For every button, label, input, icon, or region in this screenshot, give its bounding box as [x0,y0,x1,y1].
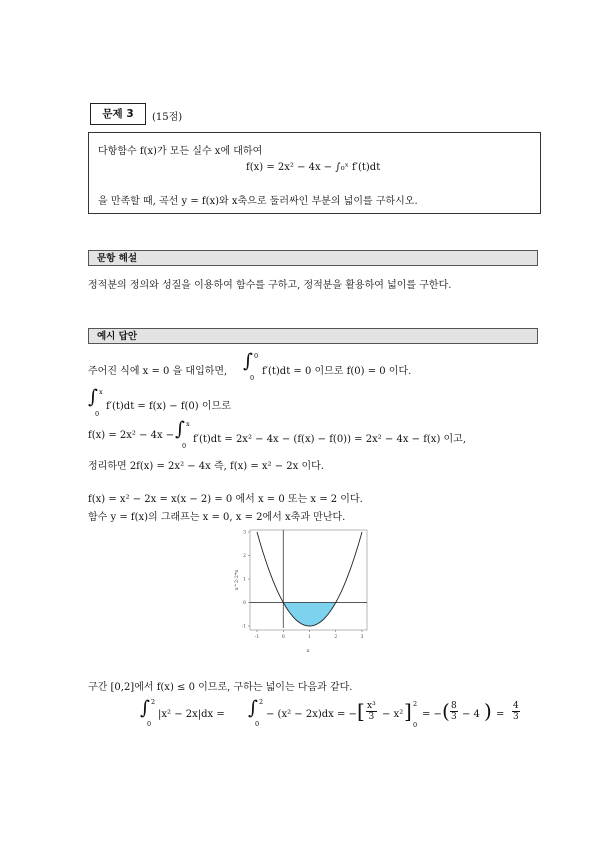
problem-label: 문제 3 [90,103,146,125]
integral-lower: 0 [147,720,152,728]
left-bracket: [ [357,699,365,723]
y-tick-label: -1 [241,624,246,630]
x-tick-label: 3 [360,635,364,640]
x-tick-label: 2 [334,635,338,640]
x-axis-label: x [306,648,310,654]
right-paren: ) [484,699,492,723]
integral-upper: 0 [254,352,259,360]
parabola-graph [232,526,372,656]
x-tick-label: 0 [281,635,285,640]
problem-equation: f(x) = 2x² − 4x − ∫₀ˣ f′(t)dt [246,162,381,173]
problem-line1: 다항함수 f(x)가 모든 실수 x에 대하여 [98,146,263,157]
integral-sign: ∫ [175,418,185,440]
answer-line1-b: f′(t)dt = 0 이므로 f(0) = 0 이다. [262,366,412,377]
x-tick-label: 1 [308,635,311,640]
integral-lower: 0 [250,374,255,382]
final-part-e: = [496,709,505,720]
answer-line4: 정리하면 2f(x) = 2x² − 4x 즉, f(x) = x² − 2x 이다. [88,461,324,472]
answer-line3-a: f(x) = 2x² − 4x − [88,430,175,441]
y-axis-label: x^2-2*x [234,569,240,591]
final-part-b: − (x² − 2x)dx = − [266,709,357,720]
bracket-upper: 2 [413,700,418,708]
answer-line1-a: 주어진 식에 x = 0 을 대입하면, [88,366,228,377]
integral-upper: 2 [151,698,156,706]
bracket-term: − x² [382,709,404,720]
y-tick-label: 0 [243,601,246,606]
integral-lower: 0 [182,442,187,450]
bracket-lower: 0 [413,721,418,729]
problem-line3: 을 만족할 때, 곡선 y = f(x)와 x축으로 둘러싸인 부분의 넓이를 구하시오. [98,196,418,207]
integral-upper: 2 [259,698,264,706]
answer-header: 예시 답안 [88,328,538,344]
fraction-4-over-3: $\frac{4}{3}$ [513,701,519,722]
answer-line5: f(x) = x² − 2x = x(x − 2) = 0 에서 x = 0 또는 x = 2 이다. [88,494,363,505]
final-part-c: = − [422,709,442,720]
fraction-8-over-3: $\frac{8}{3}$ [451,701,457,722]
integral-sign: ∫ [248,697,258,719]
y-tick-label: 1 [243,577,246,583]
fraction-x3-over-3: $\frac{\text{x³}}{3}$ [367,701,376,722]
integral-upper: x [186,420,190,428]
integral-sign: ∫ [243,350,253,372]
commentary-text: 정적분의 정의와 성질을 이용하여 함수를 구하고, 정적분을 활용하여 넓이를 구한다. [88,280,452,291]
answer-line3-b: f′(t)dt = 2x² − 4x − (f(x) − f(0)) = 2x² − 4x − f(x) 이고, [193,434,467,445]
integral-lower: 0 [95,410,100,418]
y-tick-label: 3 [243,530,246,536]
integral-sign: ∫ [140,697,150,719]
answer-line7: 구간 [0,2]에서 f(x) ≤ 0 이므로, 구하는 넓이는 다음과 같다. [88,682,353,693]
y-tick-label: 2 [243,554,246,559]
right-bracket: ] [404,699,412,723]
integral-lower: 0 [255,720,260,728]
integral-upper: x [99,388,103,396]
answer-line6: 함수 y = f(x)의 그래프는 x = 0, x = 2에서 x축과 만난다. [88,512,346,523]
x-tick-label: -1 [254,635,260,640]
left-paren: ( [442,699,450,723]
final-part-a: |x² − 2x|dx = [158,709,225,720]
final-part-d: − 4 [462,709,480,720]
answer-line2: f′(t)dt = f(x) − f(0) 이므로 [106,401,231,412]
problem-points: (15점) [152,112,183,123]
integral-sign: ∫ [88,386,98,408]
commentary-header: 문항 해설 [88,250,538,266]
